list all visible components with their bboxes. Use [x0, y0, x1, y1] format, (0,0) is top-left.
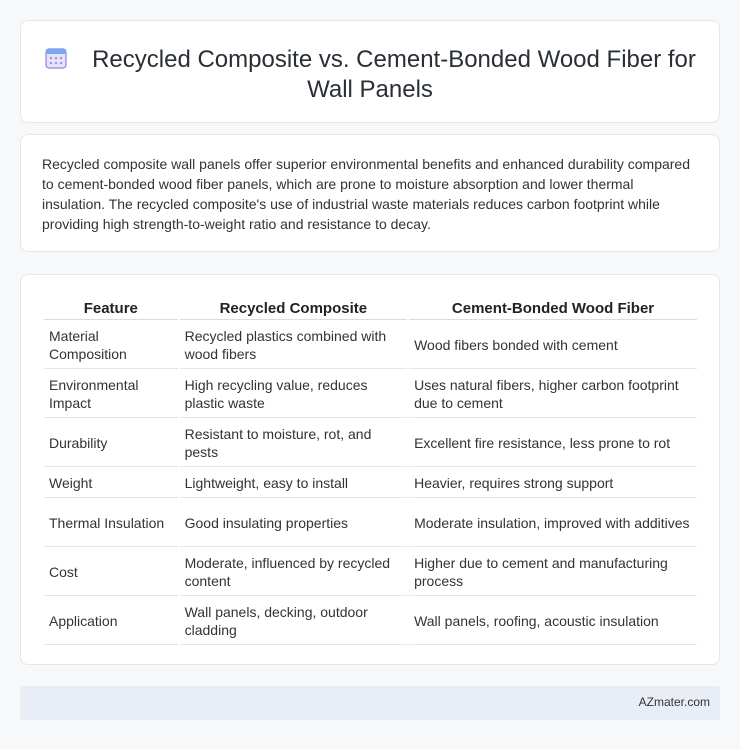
comparison-table	[42, 296, 699, 647]
page-title-text: Recycled Composite vs. Cement-Bonded Wood Fiber for Wall Panels	[92, 46, 696, 103]
cell-feature: Application	[44, 598, 178, 645]
header-cement-bonded: Cement-Bonded Wood Fiber	[409, 298, 697, 320]
cell-recycled: Recycled plastics combined with wood fibers	[180, 322, 407, 369]
cell-feature: Durability	[44, 420, 178, 467]
cell-cement: Excellent fire resistance, less prone to rot	[409, 420, 697, 467]
cell-recycled: High recycling value, reduces plastic waste	[180, 371, 407, 418]
header-recycled-composite: Recycled Composite	[180, 298, 407, 320]
table-row	[44, 469, 697, 498]
table-row	[44, 420, 697, 467]
cell-feature: Thermal Insulation	[44, 500, 178, 547]
cell-recycled: Resistant to moisture, rot, and pests	[180, 420, 407, 467]
cell-cement: Moderate insulation, improved with additives	[409, 500, 697, 547]
table-row	[44, 598, 697, 645]
title-card	[20, 20, 720, 123]
cell-recycled: Lightweight, easy to install	[180, 469, 407, 498]
cell-feature: Material Composition	[44, 322, 178, 369]
summary-card	[20, 134, 720, 252]
table-row	[44, 549, 697, 596]
cell-feature: Cost	[44, 549, 178, 596]
cell-cement: Wood fibers bonded with cement	[409, 322, 697, 369]
footer-brand[interactable]: AZmater.com	[638, 695, 710, 709]
table-row	[44, 371, 697, 418]
cell-cement: Uses natural fibers, higher carbon footprint due to cement	[409, 371, 697, 418]
header-feature: Feature	[44, 298, 178, 320]
cell-cement: Wall panels, roofing, acoustic insulation	[409, 598, 697, 645]
table-header-row	[44, 298, 697, 320]
table-row	[44, 500, 697, 547]
cell-feature: Weight	[44, 469, 178, 498]
cell-feature: Environmental Impact	[44, 371, 178, 418]
footer-bar	[20, 686, 720, 720]
table-card	[20, 274, 720, 665]
summary-text: Recycled composite wall panels offer superior environmental benefits and enhanced durability compared to cement-bonded wood fiber panels, which are prone to moisture absorption and lower thermal insulation. The recycled composite's use of industrial waste materials reduces carbon footprint while providing high strength-to-weight ratio and resistance to decay.	[42, 156, 690, 232]
cell-recycled: Moderate, influenced by recycled content	[180, 549, 407, 596]
title-wrap	[21, 45, 719, 105]
table-row	[44, 322, 697, 369]
cell-recycled: Wall panels, decking, outdoor cladding	[180, 598, 407, 645]
cell-cement: Higher due to cement and manufacturing process	[409, 549, 697, 596]
cell-cement: Heavier, requires strong support	[409, 469, 697, 498]
cell-recycled: Good insulating properties	[180, 500, 407, 547]
page-title	[41, 45, 699, 105]
calendar-icon	[44, 46, 68, 70]
